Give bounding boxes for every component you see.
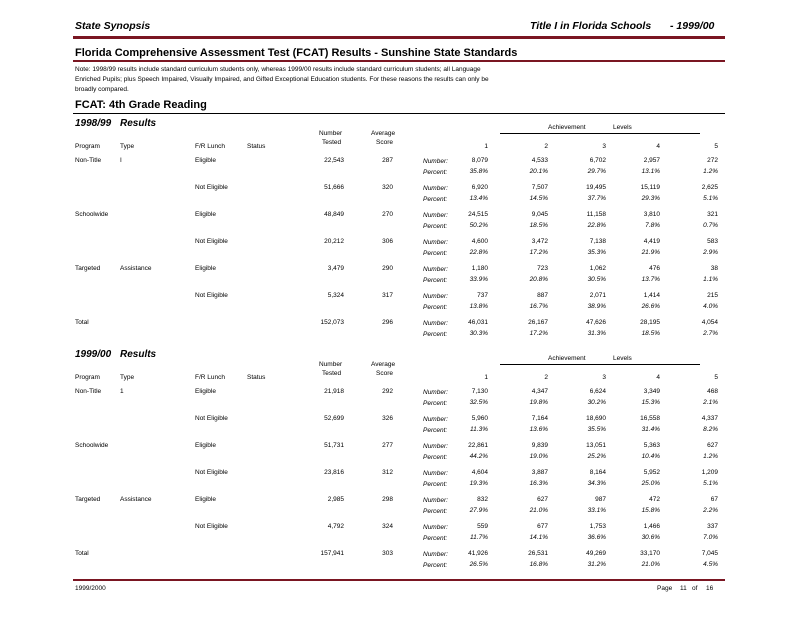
level-4-percent: 29.3% — [641, 195, 660, 202]
level-5-number: 2,625 — [701, 184, 718, 191]
level-4-number: 1,466 — [643, 523, 660, 530]
row-number-label: Number: — [423, 389, 448, 396]
row-score: 277 — [382, 442, 393, 449]
level-4-number: 5,363 — [643, 442, 660, 449]
row-tested: 3,479 — [327, 265, 344, 272]
level-2-percent: 13.6% — [529, 426, 548, 433]
level-5-number: 7,045 — [701, 550, 718, 557]
row-score: 306 — [382, 238, 393, 245]
level-2-number: 887 — [537, 292, 548, 299]
row-tested: 152,073 — [320, 319, 344, 326]
average-score-header-2: Score — [376, 370, 393, 377]
section-title: FCAT: 4th Grade Reading — [75, 99, 207, 111]
level-5-percent: 5.1% — [703, 195, 718, 202]
row-score: 326 — [382, 415, 393, 422]
level-5-percent: 4.5% — [703, 561, 718, 568]
row-tested: 2,985 — [327, 496, 344, 503]
row-number-label: Number: — [423, 524, 448, 531]
level-4-number: 2,957 — [643, 157, 660, 164]
row-number-label: Number: — [423, 158, 448, 165]
row-tested: 5,324 — [327, 292, 344, 299]
level-1-percent: 32.5% — [469, 399, 488, 406]
level-1-percent: 11.7% — [470, 534, 488, 541]
level-2-percent: 16.8% — [529, 561, 548, 568]
level-1-percent: 27.9% — [469, 507, 488, 514]
level-4-number: 476 — [649, 265, 660, 272]
level-3-number: 1,753 — [589, 523, 606, 530]
row-frl: Not Eligible — [195, 184, 228, 191]
row-score: 320 — [382, 184, 393, 191]
level-1-percent: 35.8% — [469, 168, 488, 175]
level-4-number: 28,195 — [640, 319, 660, 326]
level-2-number: 677 — [537, 523, 548, 530]
level-4-percent: 15.3% — [641, 399, 660, 406]
level-1-number: 24,515 — [468, 211, 488, 218]
row-program: Total — [75, 550, 89, 557]
level-5-percent: 2.9% — [703, 249, 718, 256]
level-3-percent: 29.7% — [587, 168, 606, 175]
row-percent-label: Percent: — [423, 277, 448, 284]
program-header: Program — [75, 374, 100, 381]
level-4-percent: 7.8% — [645, 222, 660, 229]
level-4-percent: 15.8% — [641, 507, 660, 514]
row-score: 312 — [382, 469, 393, 476]
level-4-number: 33,170 — [640, 550, 660, 557]
level-1-number: 559 — [477, 523, 488, 530]
subtitle-rule — [73, 60, 725, 62]
level-1-percent: 33.9% — [469, 276, 488, 283]
row-score: 296 — [382, 319, 393, 326]
level-3-percent: 37.7% — [587, 195, 606, 202]
level-header-2: 2 — [544, 143, 548, 150]
type-header: Type — [120, 143, 135, 150]
level-3-number: 6,702 — [589, 157, 606, 164]
level-2-number: 627 — [537, 496, 548, 503]
row-score: 292 — [382, 388, 393, 395]
program-header: Program — [75, 143, 100, 150]
row-score: 298 — [382, 496, 393, 503]
level-5-percent: 1.2% — [703, 168, 718, 175]
row-frl: Eligible — [195, 265, 216, 272]
level-5-number: 468 — [707, 388, 718, 395]
level-2-number: 7,507 — [531, 184, 548, 191]
note-line-2: Enriched Pupils; plus Speech Impaired, Visually Impaired, and Gifted Exceptional Education students. For these reasons the results can only be — [75, 76, 489, 83]
row-score: 270 — [382, 211, 393, 218]
level-2-percent: 17.2% — [529, 330, 548, 337]
level-4-number: 3,810 — [643, 211, 660, 218]
row-type: I — [120, 157, 122, 164]
level-2-percent: 21.0% — [529, 507, 548, 514]
row-percent-label: Percent: — [423, 535, 448, 542]
row-program: Non-Title — [75, 157, 102, 164]
level-2-number: 26,531 — [528, 550, 548, 557]
level-2-number: 3,887 — [531, 469, 548, 476]
row-number-label: Number: — [423, 470, 448, 477]
block-results-label: Results — [120, 118, 157, 129]
row-percent-label: Percent: — [423, 304, 448, 311]
level-3-number: 18,690 — [586, 415, 606, 422]
level-3-percent: 30.2% — [587, 399, 606, 406]
row-type: Assistance — [120, 265, 152, 272]
level-5-number: 272 — [707, 157, 718, 164]
level-3-percent: 33.1% — [587, 507, 606, 514]
block-year: 1998/99 — [75, 118, 112, 129]
level-5-number: 4,337 — [701, 415, 718, 422]
level-2-percent: 20.1% — [529, 168, 548, 175]
level-header-3: 3 — [602, 374, 606, 381]
note-line-1: Note: 1998/99 results include standard curriculum students only, whereas 1999/00 results include standard curriculum students; all Language — [75, 66, 481, 73]
level-2-number: 9,839 — [531, 442, 548, 449]
row-number-label: Number: — [423, 497, 448, 504]
level-4-percent: 31.4% — [641, 426, 660, 433]
level-2-number: 4,533 — [531, 157, 548, 164]
level-5-percent: 4.0% — [703, 303, 718, 310]
achievement-underline — [500, 133, 700, 134]
level-2-percent: 17.2% — [529, 249, 548, 256]
level-5-percent: 1.1% — [703, 276, 718, 283]
row-percent-label: Percent: — [423, 454, 448, 461]
level-3-percent: 34.3% — [587, 480, 606, 487]
row-percent-label: Percent: — [423, 427, 448, 434]
level-2-percent: 14.5% — [529, 195, 548, 202]
frl-header: F/R Lunch — [195, 374, 225, 381]
row-percent-label: Percent: — [423, 400, 448, 407]
row-type: Assistance — [120, 496, 152, 503]
row-number-label: Number: — [423, 293, 448, 300]
footer-page-label: Page — [657, 585, 673, 592]
level-3-percent: 31.3% — [587, 330, 606, 337]
level-4-percent: 18.5% — [641, 330, 660, 337]
row-number-label: Number: — [423, 266, 448, 273]
average-score-header-2: Score — [376, 139, 393, 146]
level-4-percent: 25.0% — [641, 480, 660, 487]
level-header-5: 5 — [714, 143, 718, 150]
report-label: State Synopsis — [75, 20, 151, 32]
level-4-percent: 13.7% — [641, 276, 660, 283]
header-rule — [73, 36, 725, 39]
level-1-number: 5,960 — [471, 415, 488, 422]
level-2-number: 723 — [537, 265, 548, 272]
note-line-3: broadly compared. — [75, 86, 129, 93]
number-tested-header: Number — [319, 361, 343, 368]
level-header-4: 4 — [656, 143, 660, 150]
level-1-percent: 26.5% — [469, 561, 488, 568]
footer-page: 11 — [680, 585, 687, 592]
footer-of: of — [692, 585, 698, 592]
level-4-percent: 10.4% — [641, 453, 660, 460]
level-4-percent: 13.1% — [641, 168, 660, 175]
row-frl: Not Eligible — [195, 292, 228, 299]
row-percent-label: Percent: — [423, 562, 448, 569]
level-2-percent: 19.0% — [529, 453, 548, 460]
row-frl: Eligible — [195, 496, 216, 503]
level-5-number: 1,209 — [701, 469, 718, 476]
level-1-number: 8,079 — [471, 157, 488, 164]
level-4-number: 472 — [649, 496, 660, 503]
row-tested: 48,849 — [324, 211, 344, 218]
row-percent-label: Percent: — [423, 169, 448, 176]
level-3-number: 6,624 — [589, 388, 606, 395]
level-2-number: 3,472 — [531, 238, 548, 245]
level-3-number: 2,071 — [589, 292, 606, 299]
row-tested: 52,699 — [324, 415, 344, 422]
level-4-percent: 26.6% — [641, 303, 660, 310]
levels-label: Levels — [613, 124, 632, 131]
level-4-number: 4,419 — [643, 238, 660, 245]
row-percent-label: Percent: — [423, 331, 448, 338]
level-3-number: 13,051 — [586, 442, 606, 449]
level-5-number: 321 — [707, 211, 718, 218]
level-3-number: 49,269 — [586, 550, 606, 557]
level-1-percent: 22.8% — [469, 249, 488, 256]
level-1-percent: 11.3% — [470, 426, 488, 433]
number-tested-header-2: Tested — [322, 139, 342, 146]
level-1-number: 4,604 — [471, 469, 488, 476]
row-score: 290 — [382, 265, 393, 272]
level-3-number: 11,158 — [586, 211, 606, 218]
level-4-number: 5,952 — [643, 469, 660, 476]
level-header-5: 5 — [714, 374, 718, 381]
achievement-underline — [500, 364, 700, 365]
row-number-label: Number: — [423, 185, 448, 192]
row-frl: Eligible — [195, 211, 216, 218]
level-5-percent: 8.2% — [703, 426, 718, 433]
level-3-number: 8,164 — [589, 469, 606, 476]
level-1-number: 22,861 — [468, 442, 488, 449]
level-4-percent: 21.0% — [641, 561, 660, 568]
row-percent-label: Percent: — [423, 250, 448, 257]
level-4-number: 3,349 — [643, 388, 660, 395]
footer-rule — [73, 579, 725, 581]
level-5-percent: 1.2% — [703, 453, 718, 460]
level-3-number: 47,626 — [586, 319, 606, 326]
level-header-1: 1 — [484, 143, 488, 150]
footer-date: 1999/2000 — [75, 585, 106, 592]
row-percent-label: Percent: — [423, 223, 448, 230]
level-5-percent: 5.1% — [703, 480, 718, 487]
level-header-1: 1 — [484, 374, 488, 381]
levels-label: Levels — [613, 355, 632, 362]
row-number-label: Number: — [423, 443, 448, 450]
report-title: Title I in Florida Schools — [530, 20, 652, 32]
level-5-percent: 0.7% — [703, 222, 718, 229]
level-1-percent: 19.3% — [469, 480, 488, 487]
level-4-percent: 21.9% — [641, 249, 660, 256]
status-header: Status — [247, 374, 266, 381]
level-3-percent: 25.2% — [587, 453, 606, 460]
level-2-percent: 14.1% — [529, 534, 548, 541]
level-5-number: 4,054 — [701, 319, 718, 326]
row-tested: 21,918 — [324, 388, 344, 395]
level-header-3: 3 — [602, 143, 606, 150]
level-4-number: 15,119 — [640, 184, 660, 191]
level-3-number: 1,062 — [589, 265, 606, 272]
level-1-number: 46,031 — [468, 319, 488, 326]
level-1-number: 1,180 — [471, 265, 488, 272]
row-program: Non-Title — [75, 388, 102, 395]
subtitle: Florida Comprehensive Assessment Test (FCAT) Results - Sunshine State Standards — [75, 47, 518, 59]
report-year: - 1999/00 — [670, 20, 715, 32]
level-1-number: 832 — [477, 496, 488, 503]
row-number-label: Number: — [423, 239, 448, 246]
frl-header: F/R Lunch — [195, 143, 225, 150]
row-tested: 20,212 — [324, 238, 344, 245]
level-2-number: 7,164 — [531, 415, 548, 422]
level-3-number: 19,495 — [586, 184, 606, 191]
section-rule — [73, 113, 725, 114]
row-tested: 51,666 — [324, 184, 344, 191]
level-2-percent: 20.8% — [529, 276, 548, 283]
row-tested: 23,816 — [324, 469, 344, 476]
row-score: 287 — [382, 157, 393, 164]
row-frl: Eligible — [195, 442, 216, 449]
level-2-percent: 16.3% — [529, 480, 548, 487]
level-5-number: 215 — [707, 292, 718, 299]
level-5-number: 627 — [707, 442, 718, 449]
footer-total: 16 — [706, 585, 714, 592]
level-3-percent: 31.2% — [587, 561, 606, 568]
level-3-percent: 35.5% — [587, 426, 606, 433]
level-3-percent: 30.5% — [587, 276, 606, 283]
average-score-header: Average — [371, 130, 396, 137]
level-5-number: 337 — [707, 523, 718, 530]
level-2-number: 9,045 — [531, 211, 548, 218]
row-type: 1 — [120, 388, 124, 395]
block-year: 1999/00 — [75, 349, 112, 360]
row-frl: Not Eligible — [195, 415, 228, 422]
level-3-percent: 22.8% — [587, 222, 606, 229]
row-number-label: Number: — [423, 416, 448, 423]
level-1-number: 4,600 — [471, 238, 488, 245]
row-percent-label: Percent: — [423, 196, 448, 203]
level-4-number: 16,558 — [640, 415, 660, 422]
row-frl: Not Eligible — [195, 469, 228, 476]
row-frl: Eligible — [195, 388, 216, 395]
row-tested: 157,941 — [320, 550, 344, 557]
level-1-number: 7,130 — [471, 388, 488, 395]
level-3-percent: 35.3% — [587, 249, 606, 256]
level-5-number: 67 — [710, 496, 718, 503]
row-program: Schoolwide — [75, 442, 109, 449]
level-header-4: 4 — [656, 374, 660, 381]
level-5-number: 38 — [710, 265, 718, 272]
row-score: 317 — [382, 292, 393, 299]
level-1-percent: 50.2% — [469, 222, 488, 229]
level-1-percent: 13.4% — [469, 195, 488, 202]
achievement-label: Achievement — [548, 124, 586, 131]
level-2-percent: 19.8% — [529, 399, 548, 406]
achievement-label: Achievement — [548, 355, 586, 362]
row-tested: 51,731 — [324, 442, 344, 449]
row-frl: Not Eligible — [195, 523, 228, 530]
level-5-percent: 2.7% — [703, 330, 718, 337]
level-2-number: 4,347 — [531, 388, 548, 395]
row-number-label: Number: — [423, 551, 448, 558]
level-1-percent: 30.3% — [469, 330, 488, 337]
level-4-number: 1,414 — [643, 292, 660, 299]
row-score: 303 — [382, 550, 393, 557]
row-program: Total — [75, 319, 89, 326]
row-program: Schoolwide — [75, 211, 109, 218]
level-3-percent: 36.6% — [587, 534, 606, 541]
row-score: 324 — [382, 523, 393, 530]
row-percent-label: Percent: — [423, 481, 448, 488]
row-frl: Not Eligible — [195, 238, 228, 245]
row-tested: 4,792 — [327, 523, 344, 530]
level-2-number: 26,167 — [528, 319, 548, 326]
type-header: Type — [120, 374, 135, 381]
level-5-percent: 2.2% — [703, 507, 718, 514]
level-4-percent: 30.6% — [641, 534, 660, 541]
level-5-percent: 7.0% — [703, 534, 718, 541]
row-number-label: Number: — [423, 212, 448, 219]
average-score-header: Average — [371, 361, 396, 368]
row-number-label: Number: — [423, 320, 448, 327]
number-tested-header: Number — [319, 130, 343, 137]
level-3-number: 7,138 — [589, 238, 606, 245]
block-results-label: Results — [120, 349, 157, 360]
level-2-percent: 18.5% — [529, 222, 548, 229]
level-2-percent: 16.7% — [529, 303, 548, 310]
level-1-percent: 44.2% — [469, 453, 488, 460]
status-header: Status — [247, 143, 266, 150]
level-1-percent: 13.8% — [469, 303, 488, 310]
level-1-number: 41,926 — [468, 550, 488, 557]
row-percent-label: Percent: — [423, 508, 448, 515]
number-tested-header-2: Tested — [322, 370, 342, 377]
row-program: Targeted — [75, 265, 101, 272]
level-header-2: 2 — [544, 374, 548, 381]
level-3-number: 987 — [595, 496, 606, 503]
level-1-number: 6,920 — [471, 184, 488, 191]
level-5-percent: 2.1% — [703, 399, 718, 406]
level-3-percent: 38.9% — [587, 303, 606, 310]
row-program: Targeted — [75, 496, 101, 503]
row-frl: Eligible — [195, 157, 216, 164]
level-5-number: 583 — [707, 238, 718, 245]
level-1-number: 737 — [477, 292, 488, 299]
row-tested: 22,543 — [324, 157, 344, 164]
